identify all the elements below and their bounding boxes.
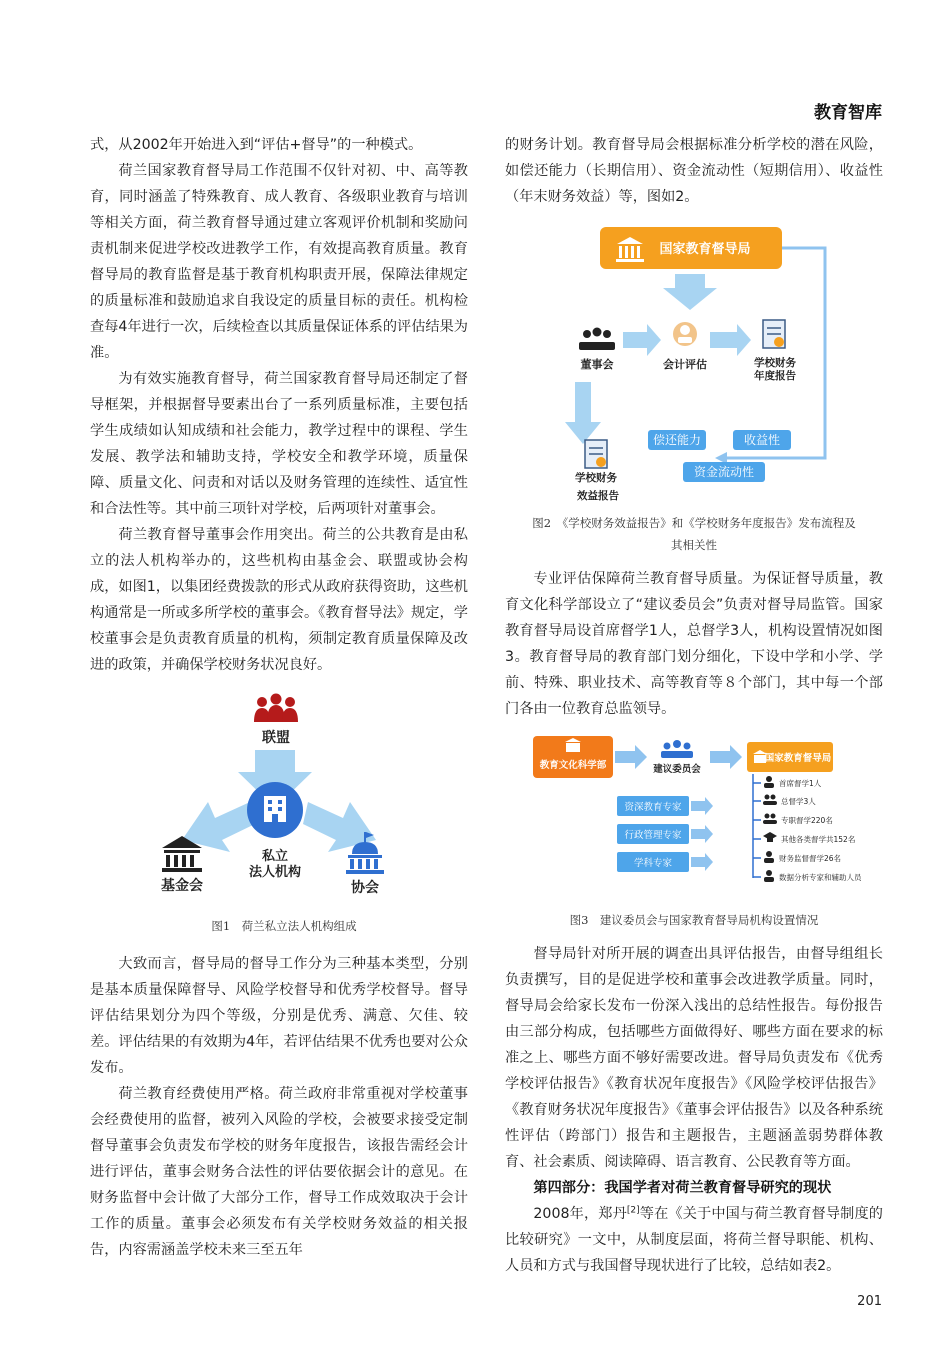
figure-3-caption: 图3 建议委员会与国家教育督导局机构设置情况 <box>569 913 819 927</box>
fig2-benefit-2-wrap <box>505 488 883 504</box>
figure-2-caption <box>505 512 883 556</box>
fig3-staff-5: 财务监督督学26名 <box>779 854 842 863</box>
paragraph <box>505 1201 883 1279</box>
group-icon <box>763 795 777 806</box>
paragraph: 式，从2002年开始进入到“评估+督导”的一种模式。 <box>90 137 423 153</box>
ministry-box <box>533 736 613 778</box>
accountant-icon <box>673 322 697 346</box>
p4-start: 2008年，郑丹 <box>533 1206 627 1222</box>
benefit-report-icon <box>585 440 607 468</box>
paragraph: 的财务计划。教育督导局会根据标准分析学校的潜在风险，如偿还能力（长期信用）、资金流动性（短期信用）、收益性（年末财务效益）等，图如2。 <box>505 137 883 205</box>
paragraph: 专业评估保障荷兰教育督导质量。为保证督导质量，教育文化科学部设立了“建议委员会”负责对督导局监管。国家教育督导局设首席督学1人，总督学3人，机构设置情况如图3。教育督导局的教育部门划分细化，下设中学和小学、学前、特殊、职业技术、高等教育等８个部门，其中每一个部门各由一位教育总监领导。 <box>505 571 883 717</box>
page-number: 201 <box>857 1294 882 1309</box>
fig3-expert-2: 行政管理专家 <box>624 830 682 841</box>
paragraph: 督导局针对所开展的调查出具评估报告，由督导组组长负责撰写，目的是促进学校和董事会改进教学质量。同时，督导局会给家长发布一份深入浅出的总结性报告。每份报告由三部分构成，包括哪些方面做得好、哪些方面在要求的标准之上、哪些方面不够好需要改进。督导局负责发布《优秀学校评估报告》《教育状况年度报告》《风险学校评估报告》《教育财务状况年度报告》《董事会评估报告》以及各种系统性评估（跨部门）报告和主题报告，主题涵盖弱势群体教育、社会素质、阅读障碍、语言教育、公民教育等方面。 <box>505 946 883 1170</box>
analyst-icon <box>764 870 774 882</box>
figure-2 <box>505 222 883 556</box>
fig3-expert-3: 学科专家 <box>633 858 673 869</box>
left-column <box>90 132 468 1263</box>
fig1-top-label: 联盟 <box>262 730 290 746</box>
paragraph: 大致而言，督导局的督导工作分为三种基本类型，分别是基本质量保障督导、风险学校督导和优秀学校督导。督导评估结果划分为四个等级，分别是优秀、满意、欠佳、较差。评估结果的有效期为4年，若评估结果不优秀也要对公众发布。 <box>90 956 468 1076</box>
fig3-staff-2: 总督学3人 <box>781 797 816 806</box>
fig2-board: 董事会 <box>580 358 614 371</box>
finance-icon <box>764 851 774 863</box>
figure-1-diagram <box>90 690 468 902</box>
arrow-down <box>663 274 717 310</box>
right-column <box>505 132 883 1279</box>
figure-2-caption-line-1: 图2 《学校财务效益报告》和《学校财务年度报告》发布流程及 <box>532 516 856 530</box>
feedback-line <box>725 248 825 458</box>
fig2-accounting: 会计评估 <box>663 358 707 371</box>
figure-2-diagram <box>505 222 883 487</box>
person-icon <box>764 776 774 788</box>
paragraph: 荷兰国家教育督导局工作范围不仅针对初、中、高等教育，同时涵盖了特殊教育、成人教育、各级职业教育与培训等相关方面，荷兰教育督导通过建立客观评价机制和奖励问责机制来促进学校改进教学工作，有效提高教育质量。教育督导局的教育监督是基于教育机构职责开展，保障法律规定的质量标准和鼓励追求自我设定的质量目标的责任。机构检查每4年进行一次，后续检查以其质量保证体系的评估结果为准。 <box>90 163 468 361</box>
fig3-staff-4: 其他各类督学共152名 <box>781 835 856 844</box>
graduate-icon <box>763 832 777 842</box>
fig1-left-label: 基金会 <box>161 878 203 894</box>
fig3-staff-1: 首席督学1人 <box>779 779 822 788</box>
team-icon <box>763 814 777 825</box>
fig1-center-label-1: 私立 <box>261 849 289 864</box>
committee-icon <box>661 740 693 758</box>
figure-3-diagram <box>505 734 883 894</box>
fig1-center-label-2: 法人机构 <box>248 865 302 880</box>
building-icon <box>264 796 286 822</box>
citation: [2] <box>626 1205 640 1216</box>
fig3-committee: 建议委员会 <box>653 764 701 775</box>
fig2-tag-solvency: 偿还能力 <box>652 433 702 447</box>
alliance-icon <box>254 694 298 723</box>
figure-1 <box>90 690 468 937</box>
fig1-right-label: 协会 <box>351 880 379 896</box>
fig2-tag-profit: 收益性 <box>743 433 781 447</box>
fig2-annual-1: 学校财务 <box>754 357 796 369</box>
journal-header: 教育智库 <box>814 103 882 123</box>
fig2-annual-2: 年度报告 <box>754 370 796 382</box>
fig2-benefit-2: 效益报告 <box>577 490 619 502</box>
board-icon <box>579 328 615 351</box>
fig2-benefit-1: 学校财务 <box>575 472 617 484</box>
fig3-staff-3: 专职督学220名 <box>781 816 833 825</box>
fig3-ministry: 教育文化科学部 <box>539 760 607 771</box>
section-heading: 第四部分：我国学者对荷兰教育督导研究的现状 <box>533 1180 832 1196</box>
fig3-expert-1: 资深教育专家 <box>624 802 682 813</box>
fig3-inspectorate: 国家教育督导局 <box>764 753 832 764</box>
figure-2-caption-line-2: 其相关性 <box>671 538 717 552</box>
paragraph: 为有效实施教育督导，荷兰国家教育督导局还制定了督导框架，并根据督导要素出台了一系列质量标准，主要包括学生成绩如认知成绩和社会能力，教学过程中的课程、学生发展、教学法和辅助支持，学校安全和教学环境，质量保障、质量文化、问责和对话以及财务管理的连续性、适宜性和合法性等。其中前三项针对学校，后两项针对董事会。 <box>90 371 468 517</box>
fig3-staff-6: 数据分析专家和辅助人员 <box>779 873 862 882</box>
paragraph: 荷兰教育经费使用严格。荷兰政府非常重视对学校董事会经费使用的监督，被列入风险的学校，会被要求接受定制督导董事会负责发布学校的财务年度报告，该报告需经会计进行评估，董事会财务合法性的评估要依据会计的意见。在财务监督中会计做了大部分工作，督导工作成效取决于会计工作的质量。董事会必须发布有关学校财务效益的相关报告，内容需涵盖学校未来三至五年 <box>90 1086 468 1258</box>
arrow-curve <box>565 382 601 444</box>
fig2-tag-liquidity: 资金流动性 <box>693 465 755 479</box>
paragraph: 荷兰教育督导董事会作用突出。荷兰的公共教育是由私立的法人机构举办的，这些机构由基金会、联盟或协会构成，如图1，以集团经费拨款的形式从政府获得资助，这些机构通常是一所或多所学校的董事会。《教育督导法》规定，学校董事会是负责教育质量的机构，须制定教育质量保障及改进的政策，并确保学校财务状况良好。 <box>90 527 468 673</box>
fig2-top-box: 国家教育督导局 <box>659 242 751 257</box>
figure-1-caption: 图1 荷兰私立法人机构组成 <box>211 919 357 933</box>
figure-3 <box>505 734 883 931</box>
annual-report-icon <box>763 320 785 348</box>
p4-rest: 等在《关于中国与荷兰教育督导制度的比较研究》一文中，从制度层面，将荷兰督导职能、机构、人员和方式与我国督导现状进行了比较，总结如表2。 <box>505 1206 883 1274</box>
